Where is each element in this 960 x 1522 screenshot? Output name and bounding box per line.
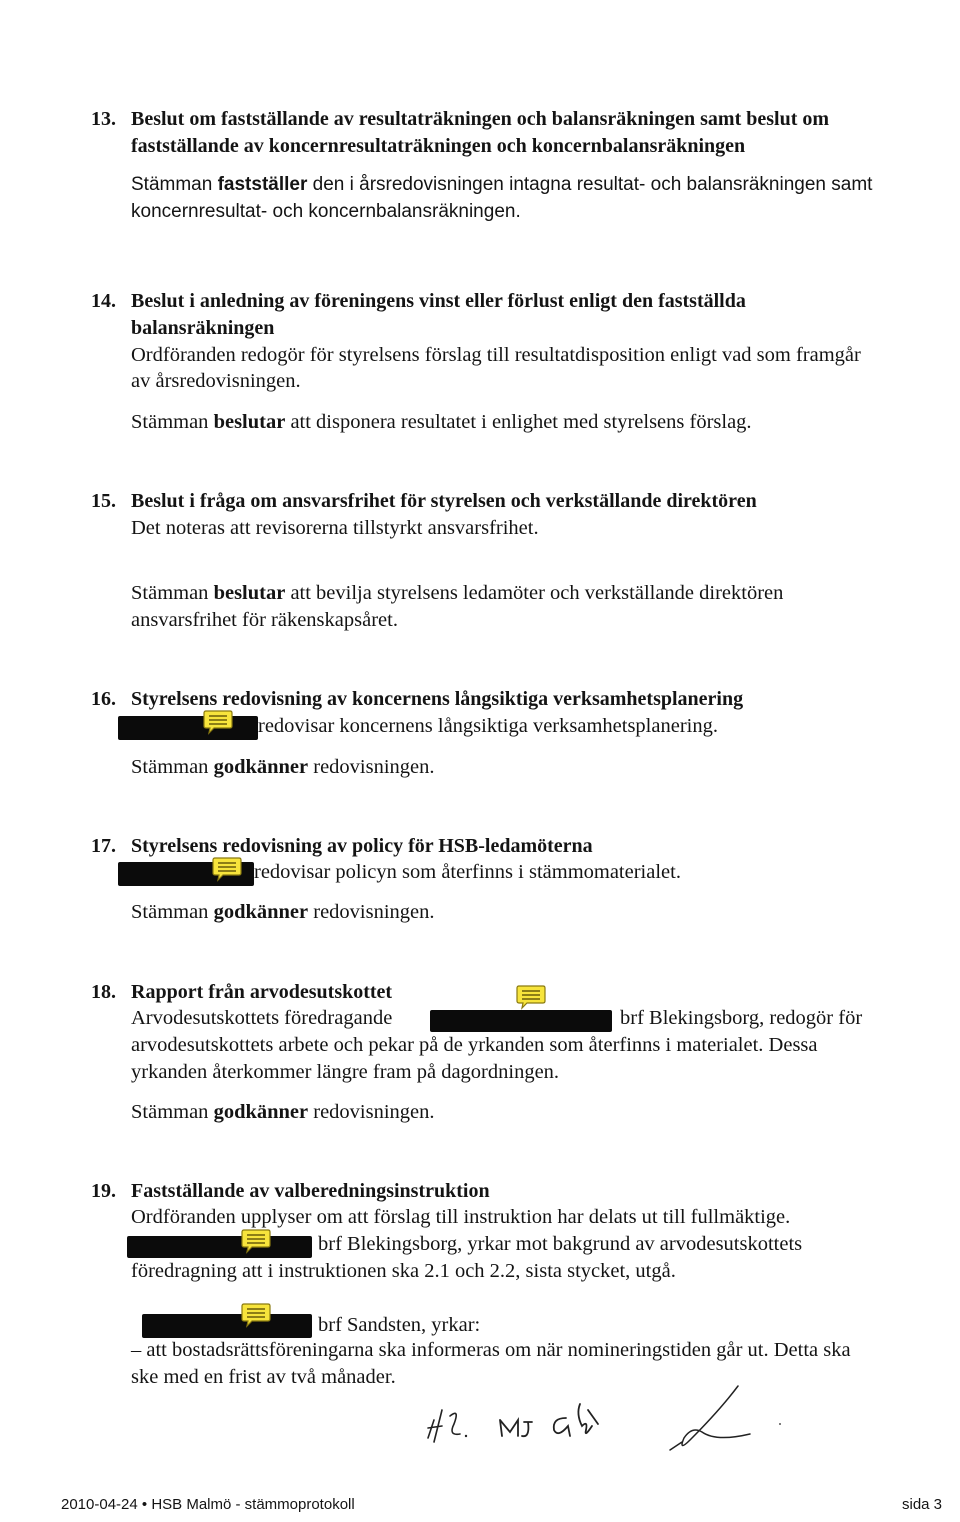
text: att bevilja styrelsens ledamöter och verkställande direktören <box>285 582 784 604</box>
text: redovisningen. <box>308 756 435 778</box>
paragraph: Arvodesutskottets föredragande <box>131 1007 393 1029</box>
text: redovisningen. <box>308 901 435 923</box>
paragraph: Ordföranden upplyser om att förslag till instruktion har delats ut till fullmäktige. <box>131 1206 791 1228</box>
paragraph-cont: föredragning att i instruktionen ska 2.1 och 2.2, sista stycket, utgå. <box>131 1260 676 1282</box>
comment-note-icon[interactable] <box>516 984 546 1010</box>
paragraph <box>131 754 951 780</box>
section-number: 14. <box>91 290 116 312</box>
section-heading: Beslut i fråga om ansvarsfrihet för styrelsen och verkställande direktören <box>131 490 757 512</box>
redaction-bar <box>430 1010 612 1032</box>
page-number: sida 3 <box>902 1496 943 1513</box>
paragraph-cont: ske med en frist av två månader. <box>131 1366 396 1388</box>
paragraph <box>131 1099 951 1125</box>
section-heading-cont: balansräkningen <box>131 317 275 339</box>
section-heading: Beslut i anledning av föreningens vinst eller förlust enligt den fastställda <box>131 290 746 312</box>
section-number: 15. <box>91 490 116 512</box>
paragraph <box>131 409 951 435</box>
paragraph: brf Sandsten, yrkar: <box>318 1314 481 1336</box>
paragraph-cont: ansvarsfrihet för räkenskapsåret. <box>131 609 398 631</box>
section-heading: Fastställande av valberedningsinstruktion <box>131 1180 490 1202</box>
paragraph: Ordföranden redogör för styrelsens förslag till resultatdisposition enligt vad som framgår <box>131 344 861 366</box>
comment-note-icon[interactable] <box>241 1302 271 1328</box>
paragraph: redovisar policyn som återfinns i stämmomaterialet. <box>254 861 681 883</box>
section-heading: Styrelsens redovisning av policy för HSB-ledamöterna <box>131 835 593 857</box>
paragraph <box>131 899 951 925</box>
paragraph: – att bostadsrättsföreningarna ska informeras om när nomineringstiden går ut. Detta ska <box>131 1339 851 1361</box>
text: Stämman <box>131 582 214 604</box>
text: Stämman <box>131 756 214 778</box>
section-number: 13. <box>91 108 116 130</box>
paragraph-cont: arvodesutskottets arbete och pekar på de yrkanden som återfinns i materialet. Dessa <box>131 1034 818 1056</box>
paragraph-cont: av årsredovisningen. <box>131 370 301 392</box>
paragraph <box>131 580 951 606</box>
bold-text: godkänner <box>213 1101 309 1123</box>
text: den i årsredovisningen intagna resultat- och balansräkningen samt <box>307 174 873 195</box>
section-number: 19. <box>91 1180 116 1202</box>
comment-note-icon[interactable] <box>241 1228 271 1254</box>
paragraph: brf Blekingsborg, yrkar mot bakgrund av arvodesutskottets <box>318 1233 803 1255</box>
bold-text: godkänner <box>213 901 309 923</box>
section-heading: Rapport från arvodesutskottet <box>131 981 393 1003</box>
bold-text: beslutar <box>213 411 286 433</box>
text: redovisningen. <box>308 1101 435 1123</box>
paragraph-cont: yrkanden återkommer längre fram på dagordningen. <box>131 1061 560 1083</box>
text: Stämman <box>131 411 214 433</box>
section-number: 18. <box>91 981 116 1003</box>
redaction-bar <box>142 1314 312 1338</box>
text: Stämman <box>131 901 214 923</box>
text: Stämman <box>131 1101 214 1123</box>
section-number: 16. <box>91 688 116 710</box>
comment-note-icon[interactable] <box>203 709 233 735</box>
section-heading: Styrelsens redovisning av koncernens långsiktiga verksamhetsplanering <box>131 688 744 710</box>
signature <box>420 1380 800 1460</box>
paragraph: Det noteras att revisorerna tillstyrkt ansvarsfrihet. <box>131 517 539 539</box>
bold-text: fastställer <box>217 174 308 195</box>
paragraph <box>131 172 951 198</box>
bold-text: beslutar <box>213 582 286 604</box>
bold-text: godkänner <box>213 756 309 778</box>
section-heading: Beslut om fastställande av resultaträkningen och balansräkningen samt beslut om <box>131 108 830 130</box>
text: Stämman <box>131 174 218 195</box>
section-number: 17. <box>91 835 116 857</box>
paragraph: brf Blekingsborg, redogör för <box>620 1007 863 1029</box>
paragraph-cont: koncernresultat- och koncernbalansräkningen. <box>131 201 521 222</box>
redaction-bar <box>118 716 258 740</box>
text: att disponera resultatet i enlighet med styrelsens förslag. <box>285 411 752 433</box>
section-heading-cont: fastställande av koncernresultaträkningen och koncernbalansräkningen <box>131 135 746 157</box>
paragraph: redovisar koncernens långsiktiga verksamhetsplanering. <box>258 715 718 737</box>
footer-date-title: 2010-04-24 • HSB Malmö - stämmoprotokoll <box>61 1496 355 1513</box>
comment-note-icon[interactable] <box>212 856 242 882</box>
redaction-bar <box>127 1236 312 1258</box>
